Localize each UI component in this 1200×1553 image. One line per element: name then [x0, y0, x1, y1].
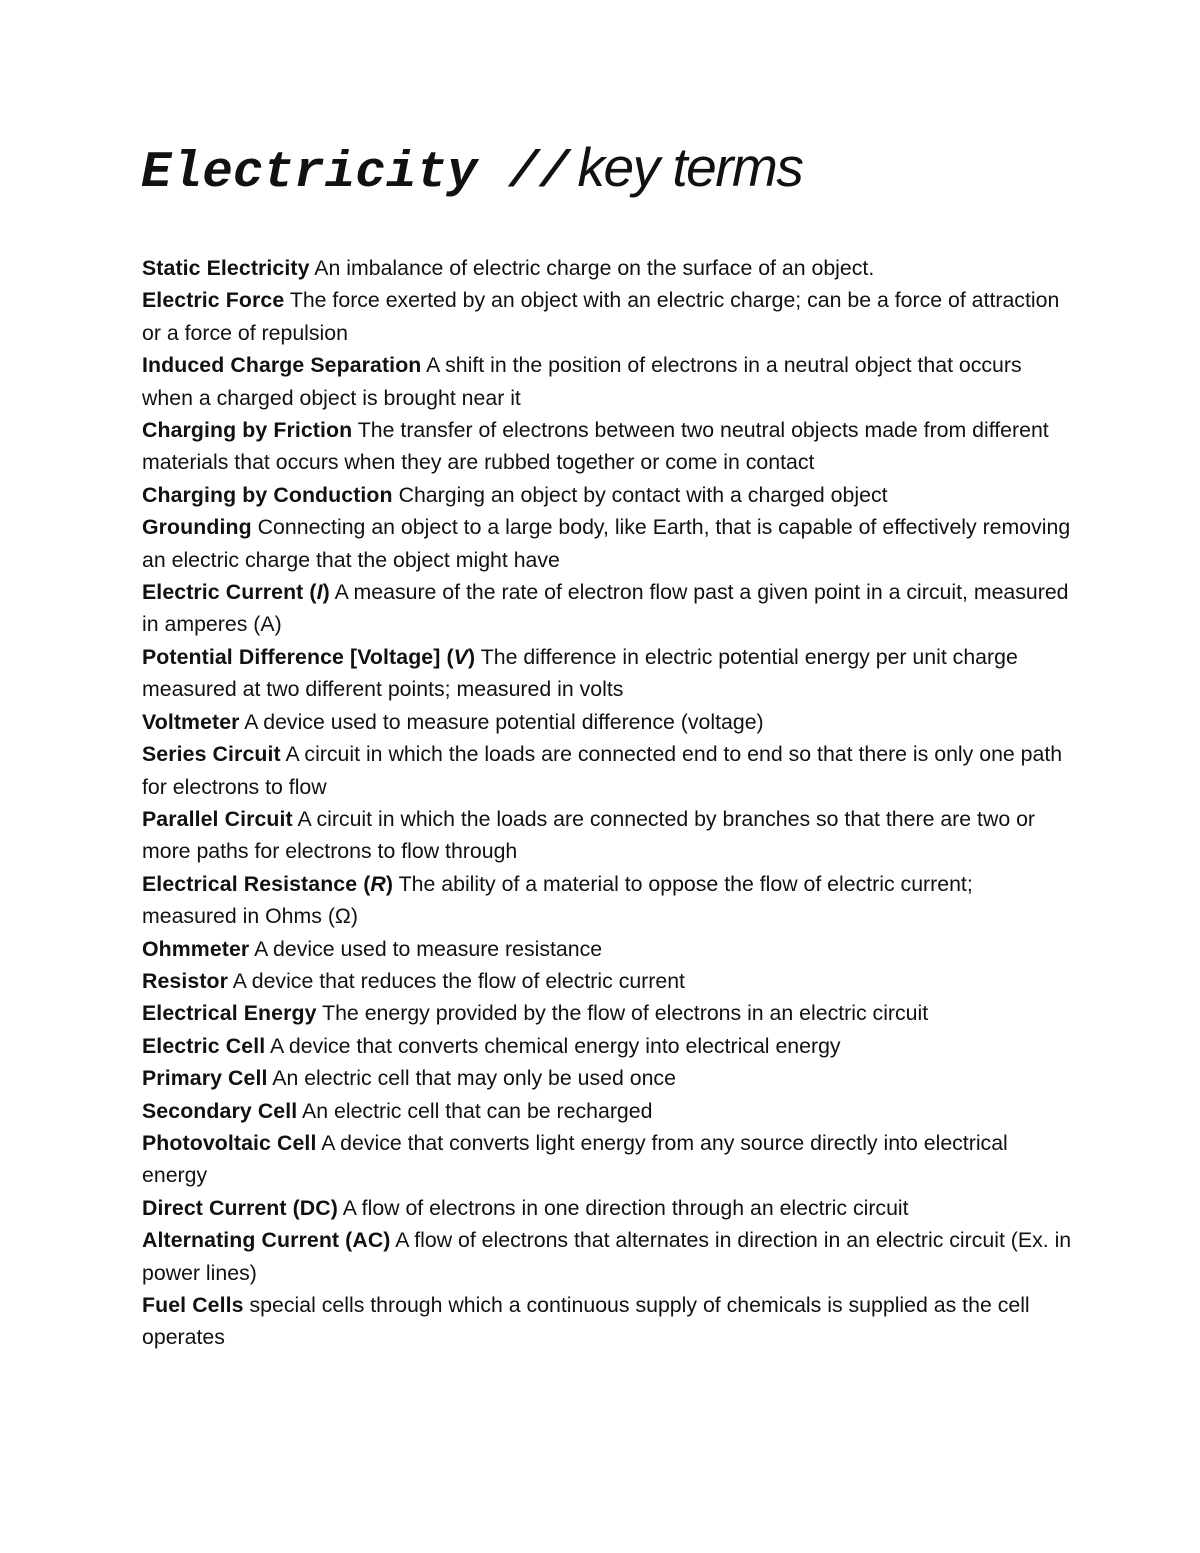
term-entry: [142, 738, 1072, 803]
title-key-terms: key terms: [577, 136, 803, 198]
term-name: [142, 1131, 316, 1155]
term-entry: [142, 1030, 1072, 1062]
term-symbol: R: [370, 871, 386, 896]
term-name: [142, 872, 393, 896]
term-name-text: Fuel Cells: [142, 1293, 244, 1317]
term-entry: [142, 1127, 1072, 1192]
term-symbol: I: [316, 580, 323, 605]
term-name: [142, 418, 352, 442]
key-terms-list: [142, 252, 1072, 1354]
term-entry: [142, 965, 1072, 997]
term-name: [142, 710, 240, 734]
term-name-text: Charging by Conduction: [142, 482, 393, 507]
term-entry: [142, 641, 1072, 706]
term-definition: Connecting an object to a large body, like Earth, that is capable of effectively removing an electric charge that the object might have: [142, 515, 1071, 572]
term-entry: [142, 284, 1072, 349]
term-name: [142, 937, 249, 961]
term-name-text: Electric Current (: [142, 580, 317, 605]
term-definition: A device used to measure resistance: [254, 936, 603, 961]
term-name-text: Ohmmeter: [142, 936, 250, 961]
term-name: [142, 483, 393, 507]
term-name-text: Charging by Friction: [142, 418, 353, 443]
term-definition: The difference in electric potential energy per unit charge measured at two different points; measured in volts: [142, 644, 1018, 702]
term-definition: A device that reduces the flow of electric current: [232, 968, 685, 993]
page-title: [141, 136, 803, 202]
term-name-text: Electric Cell: [142, 1033, 266, 1058]
term-name: [142, 742, 281, 766]
term-name-text: Electrical Energy: [142, 1001, 317, 1026]
term-name-text: Photovoltaic Cell: [142, 1130, 317, 1155]
term-name-end: ): [322, 580, 330, 605]
term-entry: [142, 1192, 1072, 1224]
term-definition: The energy provided by the flow of electrons in an electric circuit: [322, 1001, 929, 1026]
term-name: [142, 1196, 338, 1220]
term-entry: [142, 479, 1072, 511]
term-definition: The transfer of electrons between two neutral objects made from different materials that occurs when they are rubbed together or come in contact: [142, 418, 1049, 475]
term-definition: A flow of electrons in one direction through an electric circuit: [342, 1195, 909, 1220]
term-definition: Charging an object by contact with a charged object: [398, 482, 888, 507]
term-name: [142, 807, 293, 831]
term-name-text: Electric Force: [142, 288, 285, 313]
term-name-text: Alternating Current (AC): [142, 1228, 391, 1253]
term-definition: A device that converts light energy from any source directly into electrical energy: [142, 1130, 1008, 1188]
term-definition: A measure of the rate of electron flow past a given point in a circuit, measured in amperes (A): [142, 580, 1069, 637]
term-name-text: Potential Difference [Voltage] (: [142, 644, 454, 669]
term-name-text: Direct Current (DC): [142, 1195, 338, 1220]
term-entry: [142, 511, 1072, 576]
term-definition: A flow of electrons that alternates in direction in an electric circuit (Ex. in power lines): [142, 1228, 1072, 1285]
term-name-text: Parallel Circuit: [142, 806, 293, 831]
term-symbol: V: [453, 644, 468, 669]
term-name: [142, 1066, 268, 1090]
term-name-text: Grounding: [142, 515, 252, 540]
term-name-end: ): [467, 644, 476, 669]
term-definition: An electric cell that may only be used once: [272, 1066, 676, 1091]
term-name-text: Electrical Resistance (: [142, 871, 371, 896]
term-name-text: Voltmeter: [142, 709, 240, 734]
term-name-text: Secondary Cell: [142, 1098, 298, 1123]
term-entry: [142, 1289, 1072, 1354]
term-entry: [142, 997, 1072, 1029]
term-name: [142, 1228, 391, 1252]
term-entry: [142, 803, 1072, 868]
term-name: [142, 1034, 265, 1058]
term-entry: [142, 933, 1072, 965]
term-entry: [142, 349, 1072, 414]
term-definition: A shift in the position of electrons in a neutral object that occurs when a charged object is brought near it: [142, 353, 1022, 410]
term-definition: An imbalance of electric charge on the surface of an object.: [314, 256, 875, 280]
term-definition: The ability of a material to oppose the flow of electric current; measured in Ohms (Ω): [142, 871, 973, 929]
term-name-end: ): [385, 871, 394, 896]
term-name: [142, 1099, 297, 1123]
term-name: [142, 256, 310, 280]
term-definition: A device that converts chemical energy into electrical energy: [269, 1033, 841, 1058]
term-name-text: Induced Charge Separation: [142, 353, 422, 378]
term-entry: [142, 868, 1072, 933]
term-definition: An electric cell that can be recharged: [302, 1098, 653, 1123]
term-name: [142, 969, 228, 993]
term-definition: A circuit in which the loads are connected end to end so that there is only one path for electrons to flow: [142, 742, 1063, 799]
term-name: [142, 580, 330, 604]
term-definition: A circuit in which the loads are connected by branches so that there are two or more paths for electrons to flow through: [142, 806, 1036, 864]
term-name-text: Resistor: [142, 968, 229, 993]
term-definition: A device used to measure potential difference (voltage): [244, 709, 764, 734]
term-entry: [142, 1224, 1072, 1289]
term-entry: [142, 1095, 1072, 1127]
term-entry: [142, 1062, 1072, 1094]
term-name: [142, 1001, 317, 1025]
term-name-text: Primary Cell: [142, 1066, 268, 1091]
term-entry: [142, 252, 1072, 284]
term-name: [142, 645, 475, 669]
term-entry: [142, 414, 1072, 479]
term-name-text: Series Circuit: [142, 742, 281, 767]
term-definition: special cells through which a continuous supply of chemicals is supplied as the cell operates: [142, 1293, 1030, 1350]
term-definition: The force exerted by an object with an electric charge; can be a force of attraction or a force of repulsion: [142, 288, 1060, 345]
term-name: [142, 288, 284, 312]
term-name: [142, 353, 421, 377]
term-entry: [142, 576, 1072, 641]
term-name: [142, 1293, 244, 1317]
title-electricity: Electricity //: [141, 145, 570, 202]
term-name-text: Static Electricity: [142, 256, 310, 280]
term-name: [142, 515, 252, 539]
term-entry: [142, 706, 1072, 738]
